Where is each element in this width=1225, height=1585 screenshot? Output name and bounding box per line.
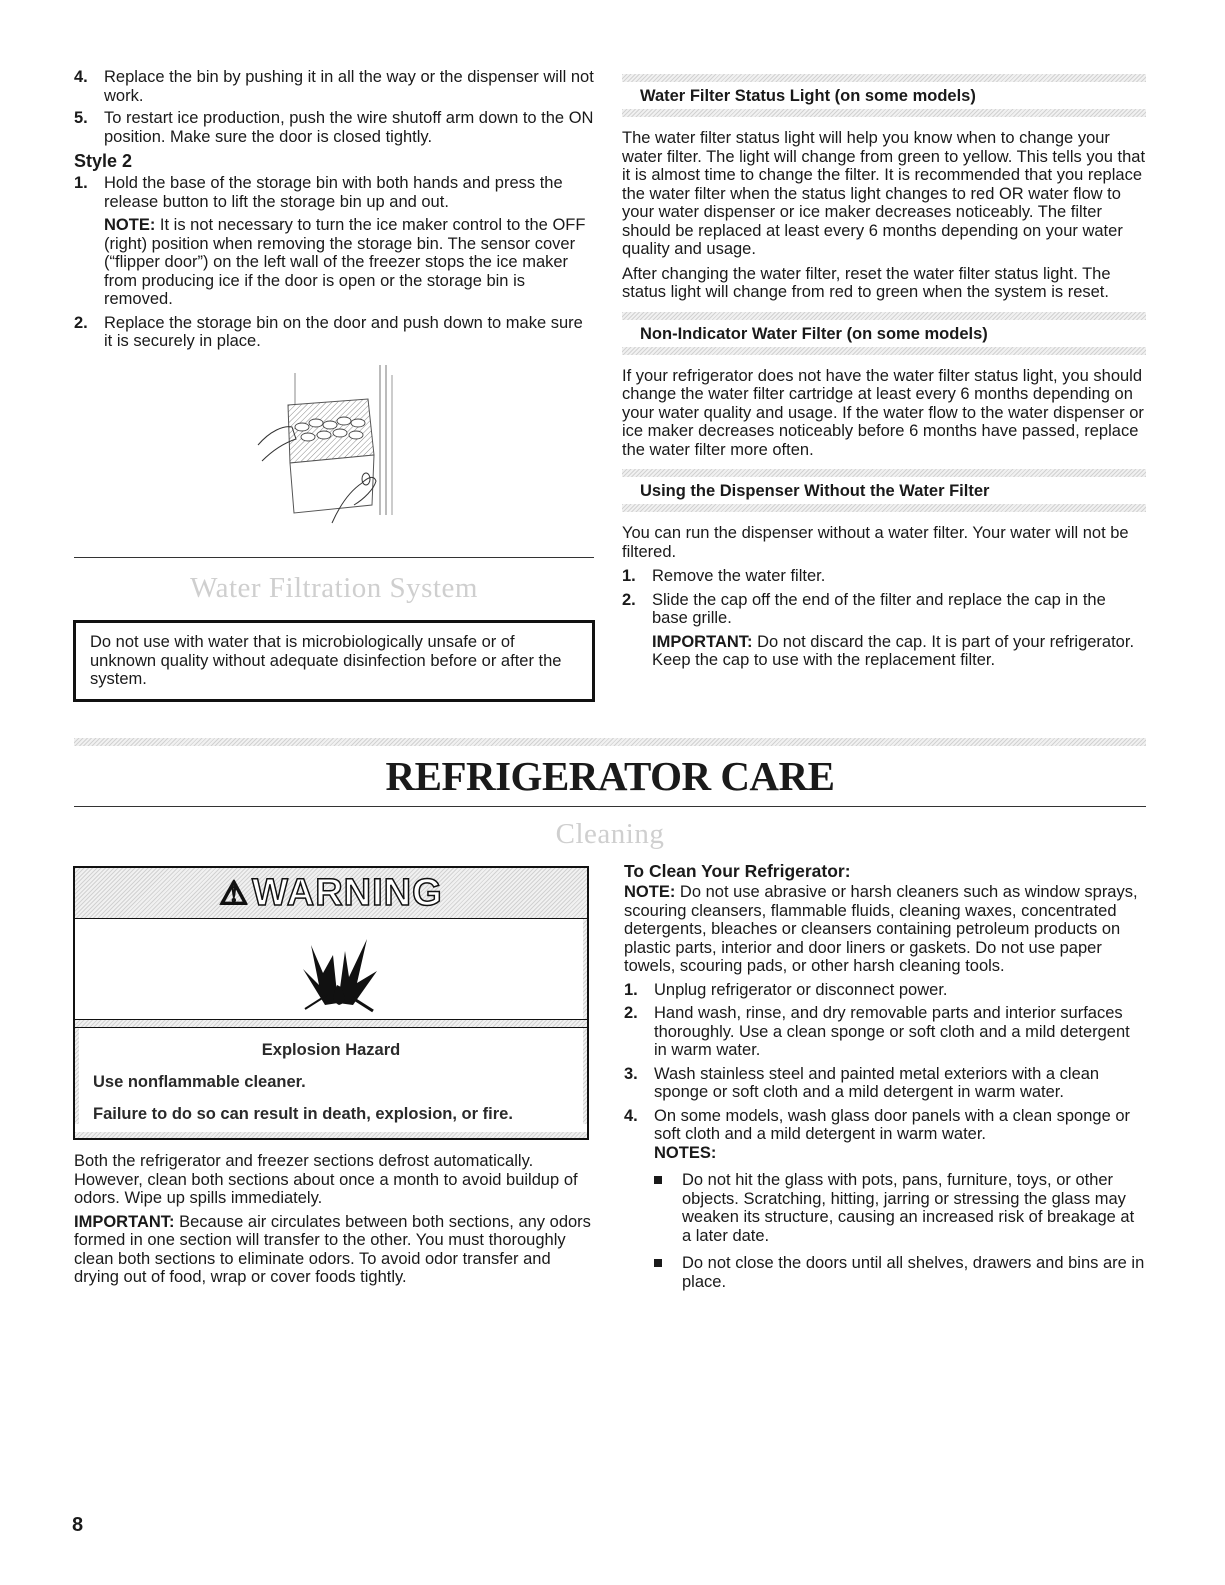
warning-line-1: Use nonflammable cleaner. — [93, 1073, 306, 1091]
step-5-text: To restart ice production, push the wire shutoff arm down to the ON position. Make sure the door is closed tightly. — [104, 109, 594, 146]
bullet-icon — [654, 1259, 662, 1267]
water-filtration-title: Water Filtration System — [190, 572, 478, 604]
warning-triangle-icon: ⚠ — [219, 875, 249, 911]
list-item: 4. On some models, wash glass door panels with a clean sponge or soft cloth and a mild detergent in warm water. — [624, 1106, 1131, 1143]
left-bottom-column — [74, 1152, 594, 1287]
important-paragraph: IMPORTANT: Because air circulates between both sections, any odors formed in one section will transfer to the other. You must thoroughly clean both sections to eliminate odors. To avoid odor transfer and drying out of food, wrap or cover foods tightly. — [74, 1212, 591, 1286]
list-item: 5. To restart ice production, push the wire shutoff arm down to the ON position. Make sure the door is closed tightly. — [74, 109, 594, 146]
list-item: 2. Hand wash, rinse, and dry removable parts and interior surfaces thoroughly. Use a clean sponge or soft cloth and a mild detergent in warm water. — [624, 1004, 1130, 1059]
status-light-paragraph-2: After changing the water filter, reset the water filter status light. The status light will change from red to green when the system is reset. — [622, 264, 1111, 301]
right-top-column — [622, 74, 1146, 670]
page-number: 8 — [72, 1514, 84, 1536]
water-filtration-warning-box — [73, 620, 595, 702]
list-item: 1. Remove the water filter. — [622, 567, 826, 585]
defrost-paragraph: Both the refrigerator and freezer sections defrost automatically. However, clean both sections about once a month to avoid buildup of odors. Wipe up spills immediately. — [74, 1152, 578, 1207]
note-paragraph: NOTE: It is not necessary to turn the ice maker control to the OFF (right) position when removing the storage bin. The sensor cover (“flipper door”) on the left wall of the freezer stops the ice maker from producing ice if the door is open or the storage bin is removed. — [104, 216, 586, 308]
step-4-text: Replace the bin by pushing it in all the way or the dispenser will not work. — [104, 68, 594, 105]
cleaning-note-paragraph: NOTE: Do not use abrasive or harsh cleaners such as window sprays, scouring cleansers, flammable fluids, cleaning waxes, concentrated detergents, bleaches or cleansers containing petroleum products on plastic parts, interior and door liners or gaskets. Do not use paper towels, scouring pads, or other harsh cleaning tools. — [624, 883, 1138, 975]
list-item: Do not hit the glass with pots, pans, furniture, toys, or other objects. Scratching, hitting, jarring or stressing the glass may weaken its structure, causing an increased risk of breakage at a later date. — [624, 1171, 1146, 1245]
list-item: Do not close the doors until all shelves, drawers and bins are in place. — [624, 1254, 1146, 1291]
notes-label: NOTES: — [654, 1143, 717, 1162]
list-item: 1. Hold the base of the storage bin with both hands and press the release button to lift the storage bin up and out. — [74, 174, 594, 211]
using-dispenser-heading: Using the Dispenser Without the Water Filter — [640, 482, 990, 500]
non-indicator-heading: Non-Indicator Water Filter (on some models) — [640, 324, 988, 343]
using-dispenser-paragraph: You can run the dispenser without a water filter. Your water will not be filtered. — [622, 524, 1129, 561]
style-2-step-1-text: Hold the base of the storage bin with both hands and press the release button to lift the storage bin up and out. — [104, 174, 563, 211]
style-2-heading: Style 2 — [74, 151, 133, 171]
non-indicator-paragraph: If your refrigerator does not have the water filter status light, you should change the water filter cartridge at least every 6 months depending on your water quality and usage. If the water flow to the water dispenser or ice maker decreases noticeably before 6 months have passed, replace the water filter more often. — [622, 366, 1144, 459]
hatch-rule — [622, 469, 1146, 477]
warning-line-2: Failure to do so can result in death, explosion, or fire. — [93, 1105, 513, 1123]
section-divider — [74, 806, 1146, 807]
warning-header — [75, 868, 587, 919]
list-item: 4. Replace the bin by pushing it in all the way or the dispenser will not work. — [74, 68, 594, 105]
warning-box — [73, 866, 589, 1140]
warning-icon-area — [75, 919, 587, 1019]
bullet-icon — [654, 1176, 662, 1184]
left-top-column — [74, 68, 594, 351]
style-2-step-2-text: Replace the storage bin on the door and push down to make sure it is securely in place. — [104, 313, 583, 350]
hatch-rule — [622, 74, 1146, 82]
water-filtration-warning-text: Do not use with water that is microbiologically unsafe or of unknown quality without adequate disinfection before or after the system. — [90, 633, 562, 688]
warning-body — [75, 1028, 587, 1124]
list-item: 1. Unplug refrigerator or disconnect power. — [624, 980, 948, 999]
hatch-rule — [622, 504, 1146, 512]
explosion-icon — [293, 925, 383, 1015]
status-light-heading: Water Filter Status Light (on some models) — [640, 87, 976, 105]
section-divider — [74, 557, 594, 558]
hatch-rule — [622, 312, 1146, 320]
refrigerator-care-title: REFRIGERATOR CARE — [385, 753, 835, 799]
list-item: 3. Wash stainless steel and painted metal exteriors with a clean sponge or soft cloth and a mild detergent in warm water. — [624, 1064, 1100, 1101]
warning-label: WARNING — [252, 871, 443, 914]
warning-hazard-title: Explosion Hazard — [261, 1041, 401, 1059]
list-item: 2. Slide the cap off the end of the filter and replace the cap in the base grille. — [622, 590, 1106, 627]
to-clean-heading: To Clean Your Refrigerator: — [624, 861, 851, 881]
notes-label-row — [624, 1144, 1146, 1163]
important-paragraph: IMPORTANT: Do not discard the cap. It is part of your refrigerator. Keep the cap to use with the replacement filter. — [652, 632, 1135, 669]
ice-bin-illustration — [250, 365, 420, 525]
cleaning-title: Cleaning — [555, 818, 665, 850]
right-bottom-column — [624, 861, 1146, 1291]
hatch-rule — [622, 109, 1146, 117]
hatch-rule — [74, 738, 1146, 746]
status-light-paragraph-1: The water filter status light will help you know when to change your water filter. The light will change from green to yellow. This tells you that it is almost time to change the filter. It is recommended that you replace the water filter when the status light changes to red OR water flow to your water dispenser or ice maker decreases noticeably. The filter should be replaced at least every 6 months depending on your water quality and usage. — [622, 129, 1146, 258]
hatch-rule — [622, 347, 1146, 355]
list-item: 2. Replace the storage bin on the door and push down to make sure it is securely in place. — [74, 314, 594, 351]
